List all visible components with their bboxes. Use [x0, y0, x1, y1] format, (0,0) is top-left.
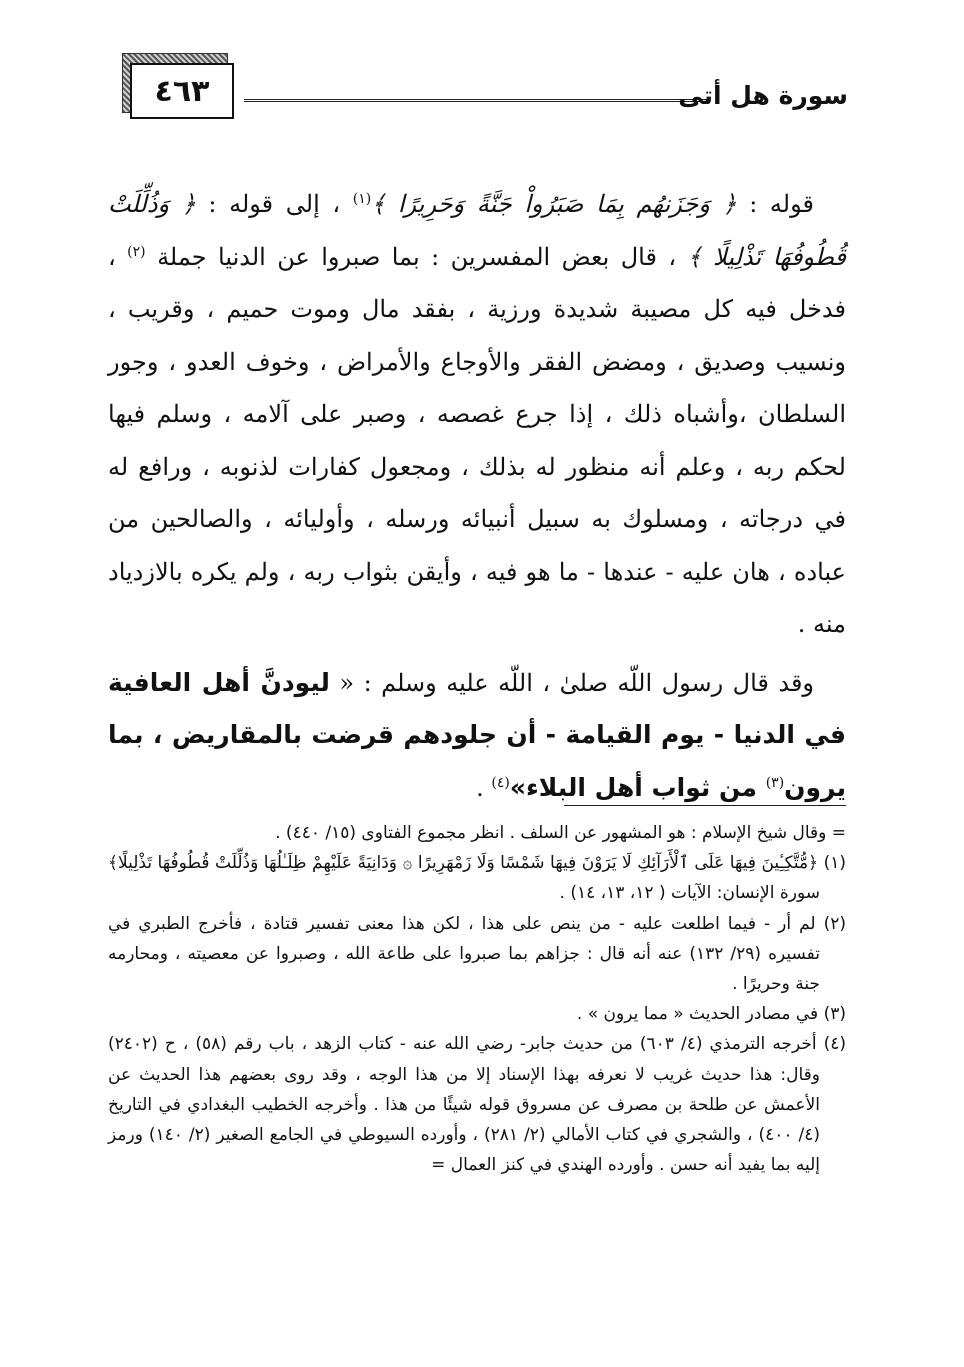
- footnote-2: (٢) لم أر - فيما اطلعت عليه - من ينص على هذا ، لكن هذا معنى تفسير قتادة ، فأخرج الطبري في تفسيره (٢٩/ ١٣٢) عنه أنه قال : جزاهم بما صبروا على طاعة الله ، وصبروا عن معصيته ، ومحارمه جنة وحريرًا .: [108, 913, 846, 995]
- quran-verse: ﴿ وَذُلِّلَتْ قُطُوفُهَا تَذْلِيلًا ﴾: [108, 190, 846, 271]
- text-run: .: [476, 773, 492, 802]
- quran-verse: ﴿ وَجَزَنهُم بِمَا صَبَرُواْ جَنَّةً وَحَرِيرًا ﴾: [371, 190, 737, 218]
- text-run: ، إلى قوله :: [195, 190, 353, 218]
- paragraph-1: [108, 178, 846, 651]
- chapter-title: سورة هل أتى: [678, 81, 848, 110]
- paragraph-2: [108, 657, 846, 815]
- hadith-text: من ثواب أهل البلاء»: [509, 772, 766, 802]
- hadith-text: ليودنَّ أهل العافية في الدنيا - يوم القيامة - أن جلودهم قرضت بالمقاريض ، بما يرون: [108, 667, 846, 802]
- footnote-ref: (١): [352, 191, 372, 207]
- text-run: وقد قال رسول اللّه صلىٰ ، اللّه عليه وسلم : «: [329, 668, 815, 697]
- header-rule: [244, 99, 708, 102]
- main-text: [108, 178, 846, 814]
- footnote-ref: (٤): [491, 774, 510, 791]
- footnotes: [108, 818, 846, 1180]
- footnote-1: (١) ﴿مُّتَّكِـِٔينَ فِيهَا عَلَى ٱلْأَرَآئِكِ لَا يَرَوْنَ فِيهَا شَمْسًا وَلَا زَمْهَرِيرًا ۞ وَدَانِيَةً عَلَيْهِمْ ظِلَـٰلُهَا وَذُلِّلَتْ قُطُوفُهَا تَذْلِيلًا﴾ سورة الإنسان: الآيات ( ١٢، ١٣، ١٤) .: [108, 853, 846, 904]
- footnote-ref: (٢): [127, 243, 146, 260]
- footnote-3: (٣) في مصادر الحديث « مما يرون » .: [576, 1004, 846, 1025]
- page-number: ٤٦٣: [130, 63, 234, 119]
- text-run: قوله :: [736, 190, 814, 218]
- footnote-separator: [564, 805, 846, 806]
- text-run: ، قال بعض المفسرين : بما صبروا عن الدنيا جملة: [145, 242, 688, 271]
- footnote-4: (٤) أخرجه الترمذي (٤/ ٦٠٣) من حديث جابر- رضي الله عنه - كتاب الزهد ، باب رقم (٥٨) ، ح (٢٤٠٢) وقال: هذا حديث غريب لا نعرفه بهذا الإسناد إلا من هذا الوجه ، وقد روى بعضهم هذا الحديث عن الأعمش عن طلحة بن مصرف عن مسروق قوله شيئًا من هذا . وأخرجه الخطيب البغدادي في التاريخ (٤/ ٤٠٠) ، والشجري في كتاب الأمالي (٢/ ٢٨١) ، وأورده السيوطي في الجامع الصغير (٢/ ١٤٠) ورمز إليه بما يفيد أنه حسن . وأورده الهندي في كنز العمال =: [108, 1034, 847, 1176]
- footnote-ref: (٣): [765, 774, 785, 791]
- footnote-continuation: = وقال شيخ الإسلام : هو المشهور عن السلف . انظر مجموع الفتاوى (١٥/ ٤٤٠) .: [275, 823, 846, 843]
- page-header: [118, 45, 848, 125]
- text-run: ، فدخل فيه كل مصيبة شديدة ورزية ، بفقد مال وموت حميم ، وقريب ، ونسيب وصديق ، ومضض الفقر والأوجاع والأمراض ، وخوف العدو ، وجور السلطان ،وأشباه ذلك ، إذا جرع غصصه ، وصبر على آلامه ، وسلم فيها لحكم ربه ، وعلم أنه منظور له بذلك ، ومجعول كفارات لذنوبه ، ورافع له في درجاته ، ومسلوك به سبيل أنبيائه ورسله ، وأوليائه ، والصالحين من عباده ، هان عليه - عندها - ما هو فيه ، وأيقن بثواب ربه ، ولم يكره بالازدياد منه .: [108, 242, 847, 638]
